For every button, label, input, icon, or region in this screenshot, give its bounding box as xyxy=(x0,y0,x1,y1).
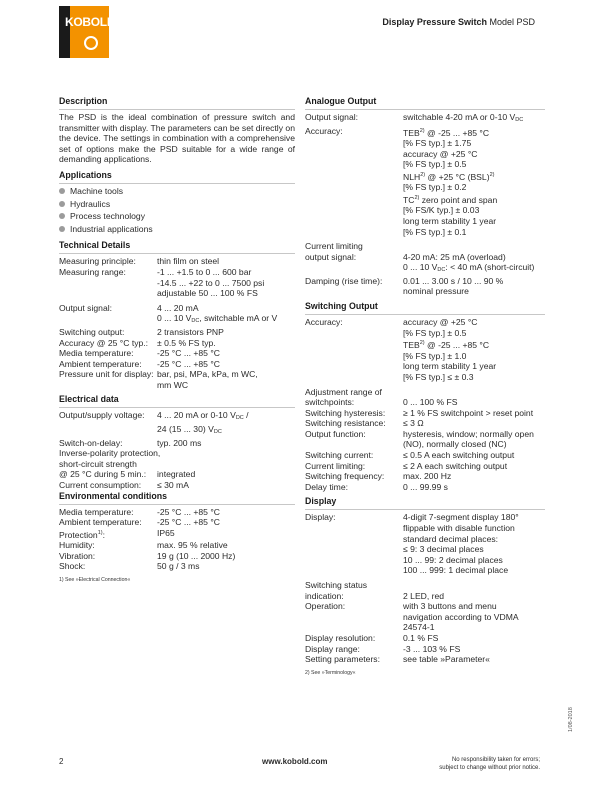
spec-row xyxy=(59,561,295,572)
spec-row xyxy=(59,348,295,359)
spec-value: -25 °C ... +85 °C xyxy=(157,348,220,359)
spec-value: 0 ... 99.99 s xyxy=(403,481,448,492)
spec-label: Output/supply voltage: xyxy=(59,410,145,421)
spec-row xyxy=(305,317,545,382)
spec-row xyxy=(305,397,545,408)
spec-row xyxy=(305,429,545,450)
application-label: Process technology xyxy=(70,211,145,222)
spec-value: [% FS typ.] ± 0.5 xyxy=(403,159,467,170)
spec-label: Output signal: xyxy=(59,302,113,313)
spec-value: ≤ 9: 3 decimal places xyxy=(403,544,484,555)
spec-row xyxy=(59,338,295,349)
spec-value: adjustable 50 ... 100 % FS xyxy=(157,288,258,299)
spec-label: Output signal: xyxy=(305,112,359,122)
superscript: 1) xyxy=(97,529,103,536)
spec-row xyxy=(305,591,545,602)
divider xyxy=(59,183,295,184)
spec-label: Display resolution: xyxy=(305,632,376,643)
subscript: DC xyxy=(515,117,524,123)
header-title: Display Pressure Switch xyxy=(382,17,487,27)
spec-label: Switching output: xyxy=(59,326,125,337)
spec-value: -3 ... 103 % FS xyxy=(403,643,461,654)
spec-label: indication: xyxy=(305,590,344,601)
spec-value: standard decimal places: xyxy=(403,533,499,544)
spec-label: Delay time: xyxy=(305,481,348,492)
spec-value: see table »Parameter« xyxy=(403,654,490,665)
spec-value: max. 200 Hz xyxy=(403,471,452,482)
spec-value xyxy=(403,126,545,138)
spec-value: ± 0.5 % FS typ. xyxy=(157,337,216,348)
spec-value: hysteresis, window; normally open xyxy=(403,428,534,439)
spec-row xyxy=(59,540,295,551)
spec-row xyxy=(59,410,295,437)
spec-value: 10 ... 99: 2 decimal places xyxy=(403,554,503,565)
spec-value-part: 24 (15 ... 30) V xyxy=(157,424,214,435)
spec-label: Media temperature: xyxy=(59,506,134,517)
spec-row xyxy=(59,327,295,338)
spec-value-part: switchable 4-20 mA or 0-10 V xyxy=(403,112,516,122)
spec-value: (NO), normally closed (NC) xyxy=(403,439,507,450)
spec-label: Current consumption: xyxy=(59,480,142,491)
application-item xyxy=(59,186,295,197)
electrical-heading: Electrical data xyxy=(59,394,119,405)
spec-value xyxy=(403,170,545,182)
spec-label: Switching frequency: xyxy=(305,471,385,482)
bullet-icon xyxy=(59,188,65,194)
footnote: 1) See »Electrical Connection« xyxy=(59,577,131,584)
spec-row xyxy=(305,276,545,297)
application-label: Hydraulics xyxy=(70,198,111,209)
spec-value: [% FS typ.] ± 0.2 xyxy=(403,182,467,193)
spec-label: output signal: xyxy=(305,251,357,262)
spec-label: Accuracy @ 25 °C typ.: xyxy=(59,337,149,348)
spec-value xyxy=(403,338,545,350)
spec-row xyxy=(59,303,295,327)
divider xyxy=(59,253,295,254)
spec-value: ≤ 30 mA xyxy=(157,480,189,491)
subscript: DC xyxy=(437,267,446,274)
disclaimer-line: No responsibility taken for errors; xyxy=(451,757,540,763)
right-column xyxy=(305,96,545,678)
page-number: 2 xyxy=(59,757,64,766)
subscript: DC xyxy=(191,318,200,325)
divider xyxy=(305,109,545,110)
disclaimer xyxy=(380,757,540,772)
description-text: The PSD is the ideal combination of pressure switch and transmitter with display. The parameters can be set directly on the device. The settings in combination with a comprehensive set of options make the PSD suitable for a wide range of demanding applications. xyxy=(59,112,295,165)
spec-label: Damping (rise time): xyxy=(305,275,383,286)
spec-value: 0.1 % FS xyxy=(403,632,439,643)
spec-value-part: @ -25 ... +85 °C xyxy=(424,127,490,138)
spec-value-part: 4 ... 20 mA or 0-10 V xyxy=(157,410,236,421)
spec-label: Inverse-polarity protection, xyxy=(59,448,161,459)
application-label: Industrial applications xyxy=(70,223,153,234)
spec-row xyxy=(305,633,545,644)
bullet-icon xyxy=(59,213,65,219)
spec-value-part: NLH xyxy=(403,171,421,182)
spec-value: 50 g / 3 ms xyxy=(157,561,200,572)
document-header xyxy=(150,17,535,27)
spec-value: bar, psi, MPa, kPa, m WC, xyxy=(157,369,258,380)
spec-value-part: @ -25 ... +85 °C xyxy=(424,340,490,351)
spec-row xyxy=(305,408,545,419)
spec-label: Switch-on-delay: xyxy=(59,437,123,448)
spec-value: 0.01 ... 3.00 s / 10 ... 90 % xyxy=(403,275,504,286)
spec-label-text: Protection xyxy=(59,529,98,540)
spec-row xyxy=(59,551,295,562)
spec-label: Display range: xyxy=(305,643,360,654)
divider xyxy=(59,504,295,505)
spec-value: integrated xyxy=(157,469,196,480)
spec-label: Measuring range: xyxy=(59,266,126,277)
spec-label: Adjustment range of xyxy=(305,386,382,397)
spec-label: Switching resistance: xyxy=(305,418,386,429)
spec-value: -25 °C ... +85 °C xyxy=(157,506,220,517)
applications-heading: Applications xyxy=(59,169,112,180)
spec-label: Current limiting xyxy=(305,241,363,252)
bullet-icon xyxy=(59,226,65,232)
spec-row xyxy=(59,359,295,370)
spec-label: Display: xyxy=(305,512,336,523)
spec-label: Accuracy: xyxy=(305,125,343,136)
logo-bar xyxy=(59,6,70,58)
spec-value: nominal pressure xyxy=(403,286,469,297)
spec-value: -1 ... +1.5 to 0 ... 600 bar xyxy=(157,266,252,277)
spec-row xyxy=(59,507,295,518)
spec-label: Measuring principle: xyxy=(59,256,136,267)
disclaimer-line: subject to change without prior notice. xyxy=(439,764,540,771)
spec-row xyxy=(305,112,545,126)
spec-row xyxy=(305,126,545,238)
divider xyxy=(305,314,545,315)
spec-row xyxy=(59,438,295,449)
spec-row xyxy=(305,601,545,633)
spec-value: long term stability 1 year xyxy=(403,361,497,372)
superscript: 2) xyxy=(419,340,425,347)
spec-row xyxy=(59,480,295,491)
spec-label: Current limiting: xyxy=(305,460,366,471)
spec-value-part: , switchable mA or V xyxy=(199,313,278,324)
subscript: DC xyxy=(213,429,222,436)
environmental-heading: Environmental conditions xyxy=(59,490,168,501)
spec-row xyxy=(305,252,545,276)
spec-label: Setting parameters: xyxy=(305,654,380,665)
spec-value: [% FS typ.] ± 1.75 xyxy=(403,138,472,149)
superscript: 2) xyxy=(419,127,425,134)
spec-value xyxy=(157,410,295,424)
spec-value xyxy=(403,193,545,205)
spec-value: [% FS/K typ.] ± 0.03 xyxy=(403,205,480,216)
spec-value: -14.5 ... +22 to 0 ... 7500 psi xyxy=(157,277,265,288)
spec-label: Ambient temperature: xyxy=(59,358,142,369)
spec-value: mm WC xyxy=(157,379,189,390)
spec-value: typ. 200 ms xyxy=(157,437,202,448)
superscript: 2) xyxy=(414,194,420,201)
spec-value: [% FS typ.] ± 0.1 xyxy=(403,226,467,237)
analogue-heading: Analogue Output xyxy=(305,96,377,106)
logo-wordmark: KOBOLD xyxy=(65,15,116,29)
spec-value: 2 LED, red xyxy=(403,590,445,601)
description-heading: Description xyxy=(59,96,108,106)
switching-heading: Switching Output xyxy=(305,301,378,312)
left-column xyxy=(59,96,295,586)
spec-label: Output function: xyxy=(305,428,366,439)
spec-row xyxy=(59,256,295,267)
spec-row xyxy=(59,369,295,390)
spec-value xyxy=(157,424,295,438)
logo-circle-icon xyxy=(84,36,98,50)
spec-value: ≤ 3 Ω xyxy=(403,418,424,429)
spec-value: ≥ 1 % FS switchpoint > reset point xyxy=(403,407,534,418)
spec-value-part: zero point and span xyxy=(419,194,498,205)
spec-label: Ambient temperature: xyxy=(59,517,142,528)
spec-label: Humidity: xyxy=(59,540,95,551)
spec-label: Vibration: xyxy=(59,550,96,561)
spec-value: max. 95 % relative xyxy=(157,540,228,551)
spec-row xyxy=(59,267,295,299)
spec-value: -25 °C ... +85 °C xyxy=(157,358,220,369)
superscript: 2) xyxy=(489,171,495,178)
spec-value: 100 ... 999: 1 decimal place xyxy=(403,565,509,576)
revision-date: 1/08-2018 xyxy=(568,707,574,732)
spec-value: 4 ... 20 mA xyxy=(157,302,199,313)
divider xyxy=(305,509,545,510)
spec-label: Protection$^{1)}$: xyxy=(59,529,105,540)
spec-row xyxy=(59,459,295,470)
spec-value: ≤ 0.5 A each switching output xyxy=(403,450,515,461)
spec-row xyxy=(59,517,295,528)
spec-value: 0 ... 100 % FS xyxy=(403,397,458,408)
spec-row xyxy=(305,471,545,482)
footnote: 2) See »Terminology« xyxy=(305,669,356,676)
spec-row xyxy=(305,580,545,591)
spec-row xyxy=(305,387,545,398)
spec-label: switchpoints: xyxy=(305,397,355,408)
spec-row xyxy=(59,469,295,480)
spec-value-part: 0 ... 10 V xyxy=(403,262,438,273)
divider xyxy=(59,407,295,408)
spec-value: thin film on steel xyxy=(157,256,220,267)
website-link[interactable]: www.kobold.com xyxy=(262,757,328,766)
application-item xyxy=(59,199,295,210)
spec-value: 19 g (10 ... 2000 Hz) xyxy=(157,550,236,561)
application-label: Machine tools xyxy=(70,185,124,196)
spec-row xyxy=(59,528,295,540)
spec-row xyxy=(305,644,545,655)
spec-row xyxy=(305,461,545,472)
spec-label: Operation: xyxy=(305,601,346,612)
spec-value: ≤ 2 A each switching output xyxy=(403,460,508,471)
spec-value: long term stability 1 year xyxy=(403,215,497,226)
spec-value: 4-20 mA: 25 mA (overload) xyxy=(403,251,506,262)
spec-label: Media temperature: xyxy=(59,348,134,359)
spec-value xyxy=(403,262,545,276)
spec-row xyxy=(305,512,545,576)
spec-row xyxy=(305,241,545,252)
spec-label: Switching hysteresis: xyxy=(305,407,386,418)
spec-value: IP65 xyxy=(157,527,175,538)
spec-value: accuracy @ +25 °C xyxy=(403,148,478,159)
spec-value: [% FS typ.] ± 1.0 xyxy=(403,350,467,361)
spec-label: Pressure unit for display: xyxy=(59,369,154,380)
spec-value: -25 °C ... +85 °C xyxy=(157,517,220,528)
header-model: Model PSD xyxy=(489,17,535,27)
spec-value: accuracy @ +25 °C xyxy=(403,317,478,328)
bullet-icon xyxy=(59,201,65,207)
divider xyxy=(59,109,295,110)
spec-row xyxy=(305,482,545,493)
spec-row xyxy=(305,450,545,461)
spec-value xyxy=(403,112,545,126)
spec-label: @ 25 °C during 5 min.: xyxy=(59,469,147,480)
spec-value: 2 transistors PNP xyxy=(157,326,224,337)
spec-value-part: TEB xyxy=(403,340,420,351)
spec-value: 24574-1 xyxy=(403,622,435,633)
spec-value-part: TC xyxy=(403,194,415,205)
spec-value-part: @ +25 °C (BSL) xyxy=(425,171,490,182)
spec-value: [% FS typ.] ± 0.5 xyxy=(403,327,467,338)
spec-value-part: : < 40 mA (short-circuit) xyxy=(445,262,535,273)
spec-row xyxy=(305,654,545,665)
spec-label: Switching current: xyxy=(305,450,374,461)
spec-value-part: TEB xyxy=(403,127,420,138)
technical-heading: Technical Details xyxy=(59,240,131,251)
spec-value: with 3 buttons and menu xyxy=(403,601,497,612)
superscript: 2) xyxy=(420,171,426,178)
spec-row xyxy=(305,418,545,429)
spec-label: Accuracy: xyxy=(305,317,343,328)
spec-value xyxy=(157,313,295,327)
subscript: DC xyxy=(235,415,244,422)
spec-value: navigation according to VDMA xyxy=(403,611,519,622)
application-item xyxy=(59,211,295,222)
spec-value-part: / xyxy=(246,410,249,421)
display-heading: Display xyxy=(305,496,337,507)
application-item xyxy=(59,224,295,235)
kobold-logo xyxy=(59,6,116,58)
spec-value-part: 0 ... 10 V xyxy=(157,313,192,324)
spec-label: Shock: xyxy=(59,561,86,572)
spec-value: 4-digit 7-segment display 180° xyxy=(403,512,519,523)
spec-label: short-circuit strength xyxy=(59,458,137,469)
spec-row xyxy=(59,448,295,459)
spec-value: [% FS typ.] ≤ ± 0.3 xyxy=(403,371,474,382)
spec-label: Switching status xyxy=(305,580,368,590)
spec-value: flippable with disable function xyxy=(403,523,515,534)
